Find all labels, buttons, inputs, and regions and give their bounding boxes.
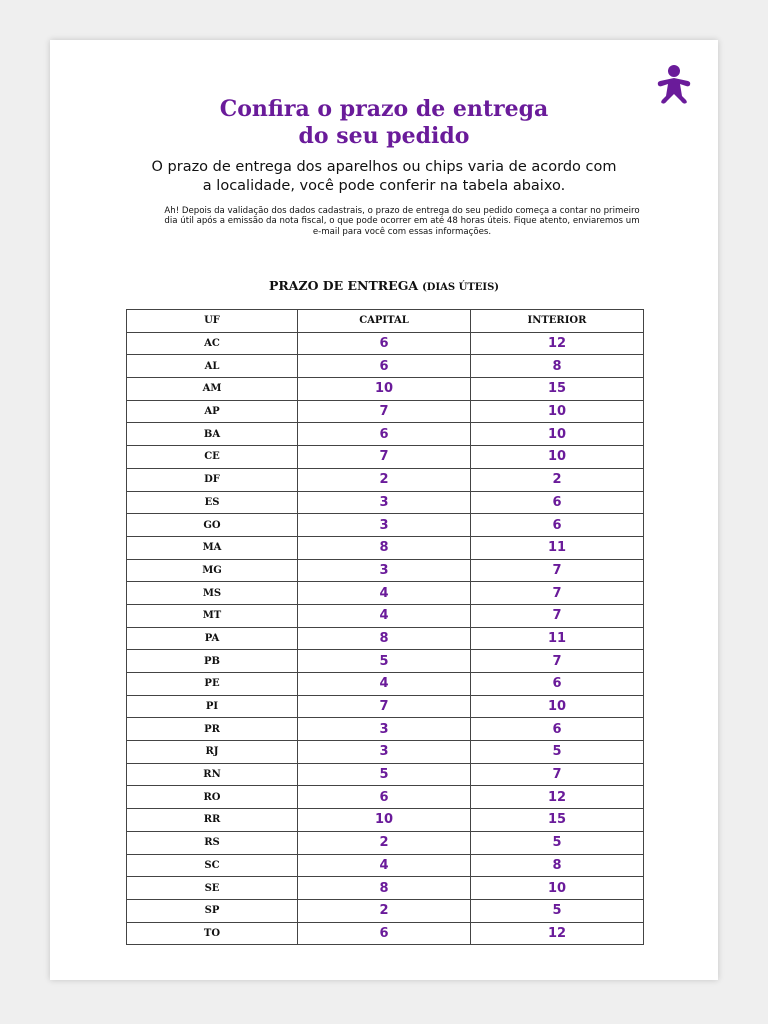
cell-uf: SE [127,877,298,900]
cell-interior: 5 [471,741,644,764]
cell-interior: 5 [471,831,644,854]
cell-uf: RJ [127,741,298,764]
cell-uf: MT [127,604,298,627]
table-row [127,718,644,741]
cell-uf: BA [127,423,298,446]
cell-capital: 8 [298,536,471,559]
table-row [127,423,644,446]
cell-interior: 15 [471,809,644,832]
cell-capital: 4 [298,582,471,605]
cell-capital: 6 [298,423,471,446]
table-row [127,831,644,854]
subtitle-line-1: O prazo de entrega dos aparelhos ou chips varia de acordo com [151,159,617,175]
cell-uf: RR [127,809,298,832]
cell-capital: 6 [298,355,471,378]
cell-capital: 10 [298,378,471,401]
subtitle-line-2: a localidade, você pode conferir na tabela abaixo. [202,178,566,194]
cell-capital: 6 [298,922,471,945]
table-row [127,877,644,900]
note-line-1: Ah! Depois da validação dos dados cadastrais, o prazo de entrega do seu pedido começa a contar no primeiro [164,206,640,216]
cell-interior: 11 [471,627,644,650]
note-line-2: dia útil após a emissão da nota fiscal, o que pode ocorrer em até 48 horas úteis. Fique atento, enviaremos um [164,216,640,227]
cell-uf: DF [127,468,298,491]
cell-capital: 7 [298,446,471,469]
cell-interior: 10 [471,423,644,446]
table-row [127,763,644,786]
cell-interior: 6 [471,673,644,696]
cell-interior: 6 [471,491,644,514]
cell-uf: GO [127,514,298,537]
cell-capital: 3 [298,491,471,514]
cell-capital: 6 [298,786,471,809]
cell-capital: 2 [298,831,471,854]
cell-interior: 11 [471,536,644,559]
cell-interior: 8 [471,854,644,877]
cell-interior: 2 [471,468,644,491]
cell-uf: AP [127,400,298,423]
page-title [50,96,718,150]
delivery-table [126,309,644,945]
cell-uf: AM [127,378,298,401]
cell-interior: 7 [471,582,644,605]
cell-interior: 5 [471,899,644,922]
table-row [127,695,644,718]
table-row [127,400,644,423]
cell-capital: 3 [298,514,471,537]
cell-interior: 12 [471,332,644,355]
cell-uf: SP [127,899,298,922]
cell-interior: 12 [471,786,644,809]
table-row [127,741,644,764]
column-header-interior: INTERIOR [471,310,644,333]
cell-interior: 6 [471,718,644,741]
column-header-uf: UF [127,310,298,333]
table-header-row [127,310,644,333]
table-row [127,604,644,627]
cell-capital: 4 [298,673,471,696]
cell-interior: 8 [471,355,644,378]
table-row [127,332,644,355]
table-row [127,854,644,877]
cell-uf: AC [127,332,298,355]
cell-capital: 6 [298,332,471,355]
cell-interior: 7 [471,763,644,786]
cell-uf: PB [127,650,298,673]
cell-uf: ES [127,491,298,514]
table-row [127,899,644,922]
cell-capital: 5 [298,763,471,786]
table-row [127,673,644,696]
cell-capital: 8 [298,877,471,900]
table-heading-main: PRAZO DE ENTREGA [268,278,419,293]
table-row [127,627,644,650]
table-row [127,536,644,559]
table-row [127,559,644,582]
table-heading [50,278,718,293]
table-heading-suffix: (DIAS ÚTEIS) [422,282,500,293]
column-header-capital: CAPITAL [298,310,471,333]
title-line-1: Confira o prazo de entrega [219,96,549,122]
validation-note [112,206,692,237]
cell-capital: 7 [298,695,471,718]
cell-capital: 7 [298,400,471,423]
cell-uf: RN [127,763,298,786]
cell-uf: AL [127,355,298,378]
table-row [127,468,644,491]
cell-uf: RS [127,831,298,854]
cell-capital: 3 [298,559,471,582]
cell-interior: 10 [471,446,644,469]
cell-uf: PR [127,718,298,741]
cell-interior: 10 [471,877,644,900]
cell-uf: PA [127,627,298,650]
table-row [127,786,644,809]
cell-interior: 10 [471,695,644,718]
cell-uf: MS [127,582,298,605]
cell-uf: MG [127,559,298,582]
cell-uf: PI [127,695,298,718]
cell-uf: RO [127,786,298,809]
cell-capital: 10 [298,809,471,832]
cell-interior: 7 [471,650,644,673]
cell-capital: 4 [298,604,471,627]
document-page [50,40,718,980]
table-body [127,332,644,945]
cell-capital: 5 [298,650,471,673]
note-line-3: e-mail para você com essas informações. [312,226,492,237]
page-subtitle [110,158,658,196]
cell-interior: 10 [471,400,644,423]
cell-capital: 4 [298,854,471,877]
cell-capital: 3 [298,718,471,741]
cell-uf: SC [127,854,298,877]
cell-capital: 8 [298,627,471,650]
table-row [127,922,644,945]
cell-uf: MA [127,536,298,559]
cell-interior: 7 [471,604,644,627]
cell-uf: CE [127,446,298,469]
cell-uf: TO [127,922,298,945]
table-row [127,378,644,401]
cell-uf: PE [127,673,298,696]
table-row [127,355,644,378]
table-row [127,650,644,673]
table-row [127,582,644,605]
cell-capital: 2 [298,899,471,922]
cell-interior: 6 [471,514,644,537]
table-row [127,446,644,469]
table-row [127,491,644,514]
cell-interior: 12 [471,922,644,945]
cell-interior: 15 [471,378,644,401]
title-line-2: do seu pedido [298,123,470,149]
table-row [127,809,644,832]
table-row [127,514,644,537]
cell-interior: 7 [471,559,644,582]
cell-capital: 2 [298,468,471,491]
cell-capital: 3 [298,741,471,764]
